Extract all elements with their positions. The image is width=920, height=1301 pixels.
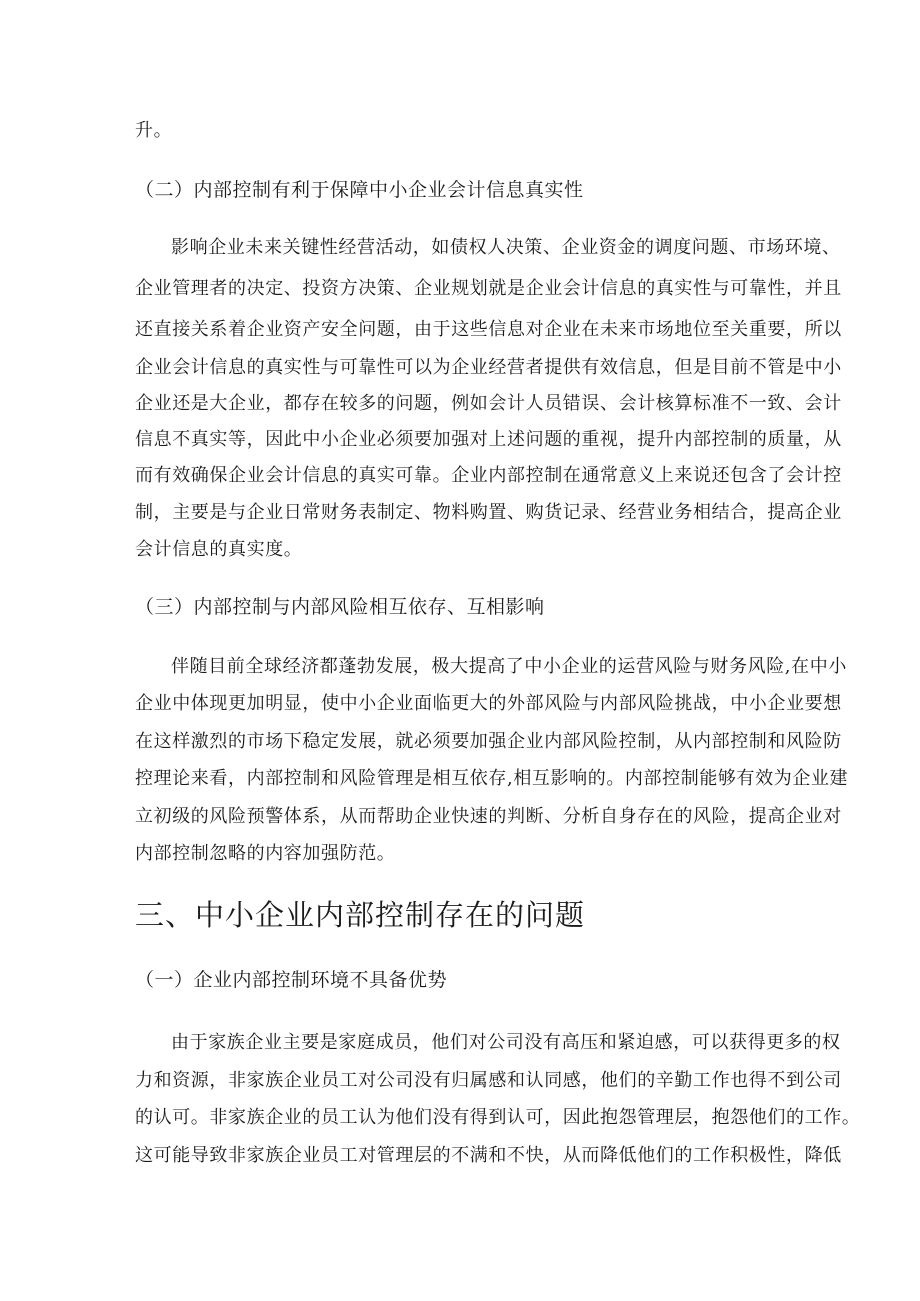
paragraph-line: 制，主要是与企业日常财务表制定、物料购置、购货记录、经营业务相结合，提高企业 <box>135 502 842 523</box>
paragraph-line: 的认可。非家族企业的员工认为他们没有得到认可，因此抱怨管理层，抱怨他们的工作。 <box>135 1107 861 1128</box>
paragraph-line: 内部控制忽略的内容加强防范。 <box>135 843 396 864</box>
paragraph-line: 这可能导致非家族企业员工对管理层的不满和不快，从而降低他们的工作积极性，降低 <box>135 1145 842 1166</box>
paragraph-line: 企业管理者的决定、投资方决策、企业规划就是企业会计信息的真实性与可靠性，并且 <box>135 278 842 299</box>
section-heading-2: （二）内部控制有利于保障中小企业会计信息真实性 <box>135 179 584 201</box>
section-heading-3: （三）内部控制与内部风险相互依存、互相影响 <box>135 596 545 618</box>
paragraph-line: 控理论来看，内部控制和风险管理是相互依存,相互影响的。内部控制能够有效为企业建 <box>135 768 849 789</box>
paragraph-line: 企业中体现更加明显，使中小企业面临更大的外部风险与内部风险挑战，中小企业要想 <box>135 693 842 714</box>
paragraph-line: 企业还是大企业，都存在较多的问题，例如会计人员错误、会计核算标准不一致、会计 <box>135 393 842 414</box>
paragraph-line: 由于家族企业主要是家庭成员，他们对公司没有高压和紧迫感，可以获得更多的权 <box>171 1032 841 1053</box>
paragraph-line: 信息不真实等，因此中小企业必须要加强对上述问题的重视，提升内部控制的质量，从 <box>135 429 842 450</box>
paragraph-line: 还直接关系着企业资产安全问题，由于这些信息对企业在未来市场地位至关重要，所以 <box>135 319 842 340</box>
paragraph-line: 在这样激烈的市场下稳定发展，就必须要加强企业内部风险控制，从内部控制和风险防 <box>135 731 842 752</box>
paragraph-line: 会计信息的真实度。 <box>135 539 303 560</box>
paragraph-continuation: 升。 <box>135 120 173 141</box>
paragraph-line: 影响企业未来关键性经营活动，如债权人决策、企业资金的调度问题、市场环境、 <box>171 237 841 258</box>
paragraph-line: 立初级的风险预警体系，从而帮助企业快速的判断、分析自身存在的风险，提高企业对 <box>135 806 842 827</box>
section-heading-3-1: （一）企业内部控制环境不具备优势 <box>135 969 448 991</box>
paragraph-line: 力和资源，非家族企业员工对公司没有归属感和认同感，他们的辛勤工作也得不到公司 <box>135 1070 842 1091</box>
paragraph-line: 伴随目前全球经济都蓬勃发展，极大提高了中小企业的运营风险与财务风险,在中小 <box>171 656 847 677</box>
paragraph-line: 企业会计信息的真实性与可靠性可以为企业经营者提供有效信息，但是目前不管是中小 <box>135 357 842 378</box>
paragraph-line: 而有效确保企业会计信息的真实可靠。企业内部控制在通常意义上来说还包含了会计控 <box>135 465 842 486</box>
chapter-heading: 三、中小企业内部控制存在的问题 <box>135 898 586 932</box>
